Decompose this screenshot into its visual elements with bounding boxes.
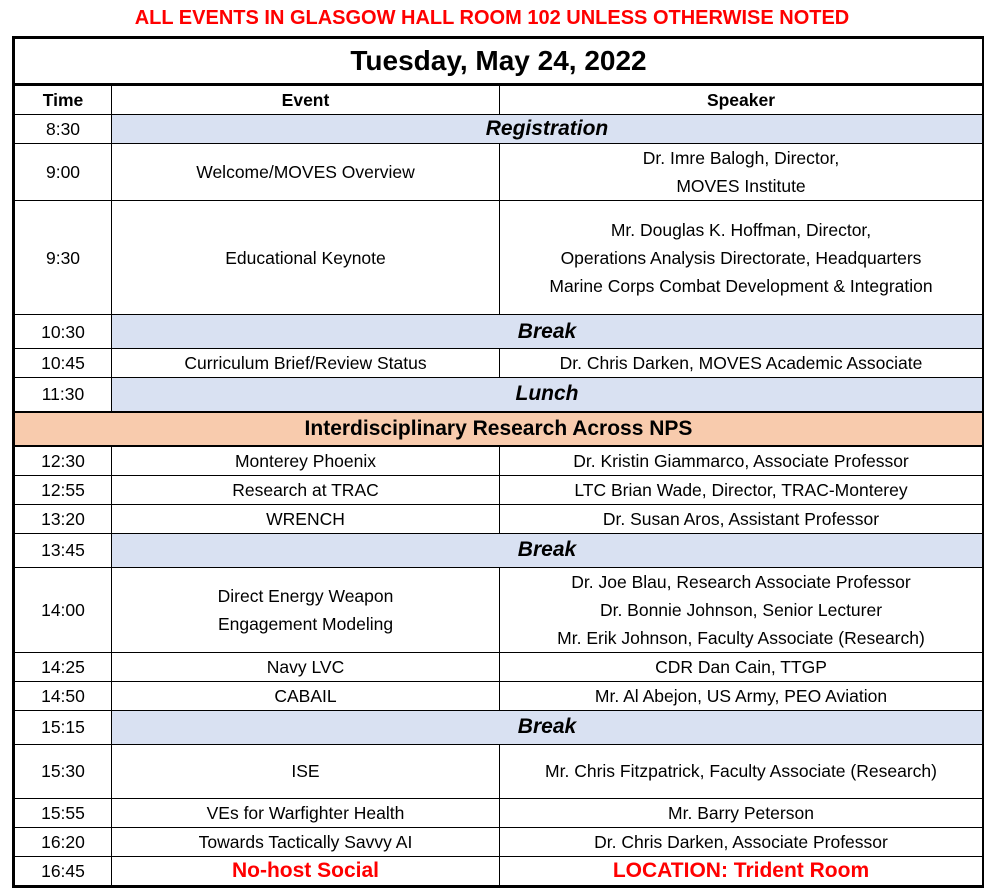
- speaker-cell: [500, 567, 984, 652]
- speaker-cell: [500, 798, 984, 827]
- speaker-line: Mr. Barry Peterson: [668, 802, 814, 823]
- speaker-line: Dr. Kristin Giammarco, Associate Professor: [573, 450, 909, 471]
- speaker-line: LOCATION: Trident Room: [612, 858, 870, 882]
- category-cell: Registration: [112, 115, 984, 144]
- section-row: [14, 412, 984, 446]
- time-cell: 10:45: [14, 349, 112, 378]
- event-cell: Educational Keynote: [112, 201, 500, 315]
- time-cell: 11:30: [14, 378, 112, 412]
- table-row: [14, 652, 984, 681]
- event-cell: Towards Tactically Savvy AI: [112, 827, 500, 856]
- location-banner: ALL EVENTS IN GLASGOW HALL ROOM 102 UNLESS OTHERWISE NOTED: [134, 7, 850, 29]
- event-cell: WRENCH: [112, 504, 500, 533]
- speaker-line: Mr. Erik Johnson, Faculty Associate (Research): [557, 627, 925, 648]
- table-row: [14, 827, 984, 856]
- time-cell: 13:20: [14, 504, 112, 533]
- event-line: Direct Energy Weapon: [217, 585, 394, 606]
- event-cell: ISE: [112, 744, 500, 798]
- schedule-table: [12, 36, 984, 888]
- event-cell: No-host Social: [112, 856, 500, 886]
- table-row: [14, 349, 984, 378]
- event-cell: Monterey Phoenix: [112, 446, 500, 476]
- table-row: [14, 446, 984, 476]
- speaker-line: Dr. Bonnie Johnson, Senior Lecturer: [599, 599, 883, 620]
- section-heading: Interdisciplinary Research Across NPS: [14, 412, 984, 446]
- speaker-cell: [500, 504, 984, 533]
- category-row: [14, 115, 984, 144]
- speaker-cell: [500, 827, 984, 856]
- category-cell: Break: [112, 533, 984, 567]
- page-title: Tuesday, May 24, 2022: [14, 38, 984, 85]
- event-cell: Curriculum Brief/Review Status: [112, 349, 500, 378]
- category-row: [14, 710, 984, 744]
- category-row: [14, 378, 984, 412]
- table-row: [14, 475, 984, 504]
- time-cell: 16:45: [14, 856, 112, 886]
- event-line: Engagement Modeling: [217, 613, 394, 634]
- table-row: [14, 201, 984, 315]
- speaker-header: Speaker: [500, 85, 984, 115]
- time-cell: 9:30: [14, 201, 112, 315]
- time-cell: 16:20: [14, 827, 112, 856]
- table-row: [14, 798, 984, 827]
- speaker-cell: [500, 144, 984, 201]
- speaker-line: Dr. Susan Aros, Assistant Professor: [602, 508, 880, 529]
- time-header: Time: [14, 85, 112, 115]
- speaker-line: MOVES Institute: [676, 176, 806, 196]
- header-row: [14, 85, 984, 115]
- time-cell: 15:30: [14, 744, 112, 798]
- speaker-line: Dr. Joe Blau, Research Associate Professor: [571, 571, 911, 592]
- speaker-line: Operations Analysis Directorate, Headquarters: [560, 247, 922, 268]
- time-cell: 15:55: [14, 798, 112, 827]
- speaker-cell: [500, 652, 984, 681]
- time-cell: 12:55: [14, 475, 112, 504]
- speaker-line: Dr. Chris Darken, Associate Professor: [594, 831, 888, 852]
- table-row: [14, 856, 984, 886]
- speaker-line: CDR Dan Cain, TTGP: [655, 656, 827, 677]
- speaker-cell: [500, 475, 984, 504]
- time-cell: 14:00: [14, 567, 112, 652]
- time-cell: 15:15: [14, 710, 112, 744]
- speaker-line: LTC Brian Wade, Director, TRAC-Monterey: [574, 479, 908, 500]
- speaker-cell: [500, 856, 984, 886]
- speaker-cell: [500, 681, 984, 710]
- category-cell: Break: [112, 315, 984, 349]
- title-row: [14, 38, 984, 85]
- speaker-line: Mr. Al Abejon, US Army, PEO Aviation: [594, 685, 888, 706]
- time-cell: 12:30: [14, 446, 112, 476]
- time-cell: 8:30: [14, 115, 112, 144]
- table-row: [14, 504, 984, 533]
- category-row: [14, 315, 984, 349]
- category-row: [14, 533, 984, 567]
- speaker-line: Marine Corps Combat Development & Integration: [549, 275, 933, 296]
- speaker-line: Dr. Imre Balogh, Director,: [642, 148, 840, 168]
- table-row: [14, 681, 984, 710]
- event-cell: Research at TRAC: [112, 475, 500, 504]
- table-row: [14, 744, 984, 798]
- event-header: Event: [112, 85, 500, 115]
- time-cell: 14:25: [14, 652, 112, 681]
- event-cell: Navy LVC: [112, 652, 500, 681]
- time-cell: 14:50: [14, 681, 112, 710]
- table-row: [14, 567, 984, 652]
- category-cell: Break: [112, 710, 984, 744]
- category-cell: Lunch: [112, 378, 984, 412]
- speaker-cell: [500, 744, 984, 798]
- speaker-line: Mr. Chris Fitzpatrick, Faculty Associate (Research): [545, 761, 937, 781]
- time-cell: 13:45: [14, 533, 112, 567]
- table-row: [14, 144, 984, 201]
- event-cell: CABAIL: [112, 681, 500, 710]
- speaker-cell: [500, 446, 984, 476]
- event-cell: VEs for Warfighter Health: [112, 798, 500, 827]
- time-cell: 10:30: [14, 315, 112, 349]
- speaker-line: Mr. Douglas K. Hoffman, Director,: [610, 219, 872, 240]
- speaker-cell: [500, 349, 984, 378]
- time-cell: 9:00: [14, 144, 112, 201]
- speaker-cell: [500, 201, 984, 315]
- speaker-line: Dr. Chris Darken, MOVES Academic Associate: [559, 353, 923, 373]
- event-cell: [112, 567, 500, 652]
- event-cell: Welcome/MOVES Overview: [112, 144, 500, 201]
